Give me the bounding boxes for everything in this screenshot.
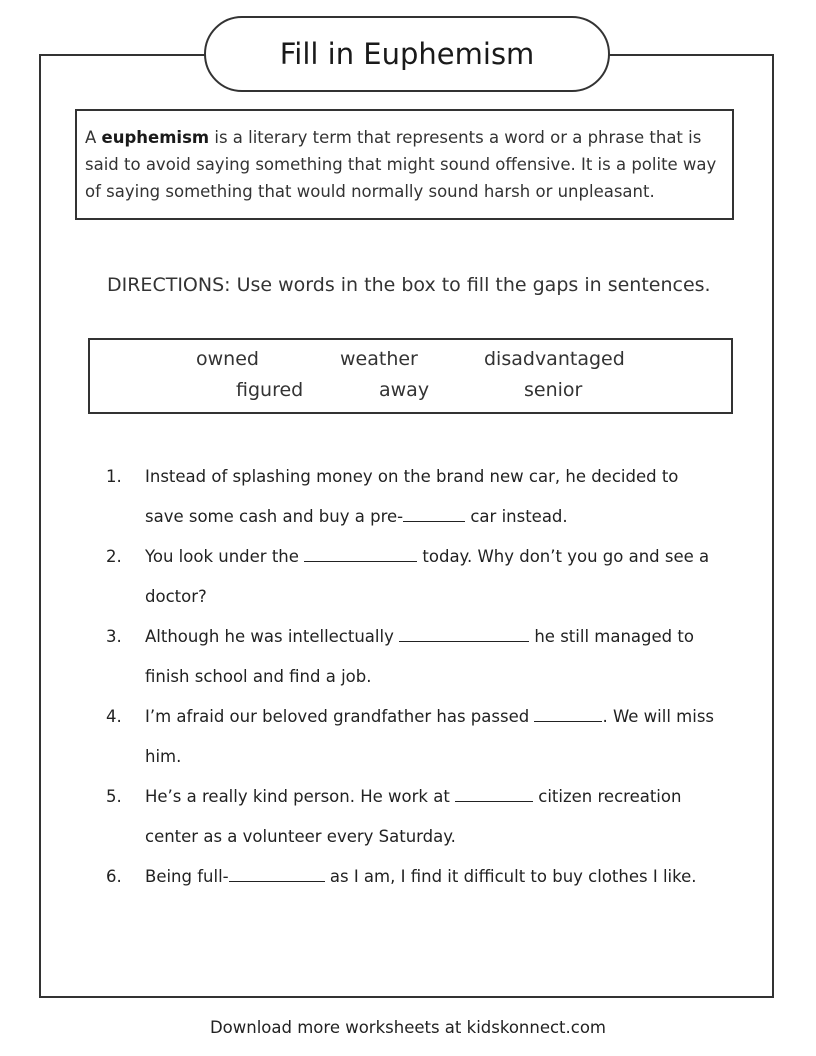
answer-blank[interactable] xyxy=(403,507,465,522)
answer-blank[interactable] xyxy=(534,707,602,722)
question-number: 3. xyxy=(106,627,122,646)
word-bank-item: owned xyxy=(196,348,259,370)
question-text: I’m afraid our beloved grandfather has passed xyxy=(145,707,535,726)
question-text-line2: him. xyxy=(145,747,182,766)
question-text-line2: center as a volunteer every Saturday. xyxy=(145,827,456,846)
word-bank-item: weather xyxy=(340,348,418,370)
word-bank-item: senior xyxy=(524,379,583,401)
definition-prefix: A xyxy=(85,128,97,147)
question-text: save some cash and buy a pre- xyxy=(145,507,404,526)
answer-blank[interactable] xyxy=(455,787,533,802)
title-text: Fill in Euphemism xyxy=(279,37,535,71)
question-text: He’s a really kind person. He work at xyxy=(145,787,456,806)
question-text-line2 xyxy=(145,507,568,526)
question-text: . We will miss xyxy=(602,707,715,726)
footer-text: Download more worksheets at kidskonnect.com xyxy=(209,1018,607,1037)
question-text: You look under the xyxy=(145,547,305,566)
answer-blank[interactable] xyxy=(399,627,529,642)
definition-text: is a literary term that represents a word or a phrase that is said to avoid saying something that might sound offensive. It is a polite way of saying something that would normally sound harsh or unpleasant. xyxy=(85,128,717,201)
question-text: Being full- xyxy=(145,867,229,886)
question-number: 6. xyxy=(106,867,122,886)
word-bank-item: figured xyxy=(236,379,304,401)
question-text: as I am, I find it difficult to buy clothes I like. xyxy=(324,867,697,886)
question-number: 1. xyxy=(106,467,122,486)
question-number: 5. xyxy=(106,787,122,806)
question-text: today. Why don’t you go and see a xyxy=(417,547,710,566)
question-text: Although he was intellectually xyxy=(145,627,400,646)
question-text-line2: doctor? xyxy=(145,587,207,606)
question-number: 2. xyxy=(106,547,122,566)
question-text: citizen recreation xyxy=(533,787,682,806)
definition-term: euphemism xyxy=(101,128,210,147)
worksheet-title xyxy=(204,16,610,92)
question-text-line1: Instead of splashing money on the brand new car, he decided to xyxy=(145,467,679,486)
word-bank-item: disadvantaged xyxy=(484,348,625,370)
question-text-line1 xyxy=(145,787,681,806)
question-text-line1 xyxy=(145,707,714,726)
question-number: 4. xyxy=(106,707,122,726)
answer-blank[interactable] xyxy=(229,867,325,882)
question-text-line1 xyxy=(145,867,697,886)
question-text: he still managed to xyxy=(529,627,694,646)
question-text: car instead. xyxy=(465,507,568,526)
directions-text: DIRECTIONS: Use words in the box to fill the gaps in sentences. xyxy=(107,274,711,296)
question-text-line1 xyxy=(145,547,709,566)
definition-box xyxy=(75,109,734,220)
answer-blank[interactable] xyxy=(304,547,417,562)
question-text-line2: finish school and find a job. xyxy=(145,667,372,686)
question-text-line1 xyxy=(145,627,694,646)
word-bank-item: away xyxy=(379,379,430,401)
